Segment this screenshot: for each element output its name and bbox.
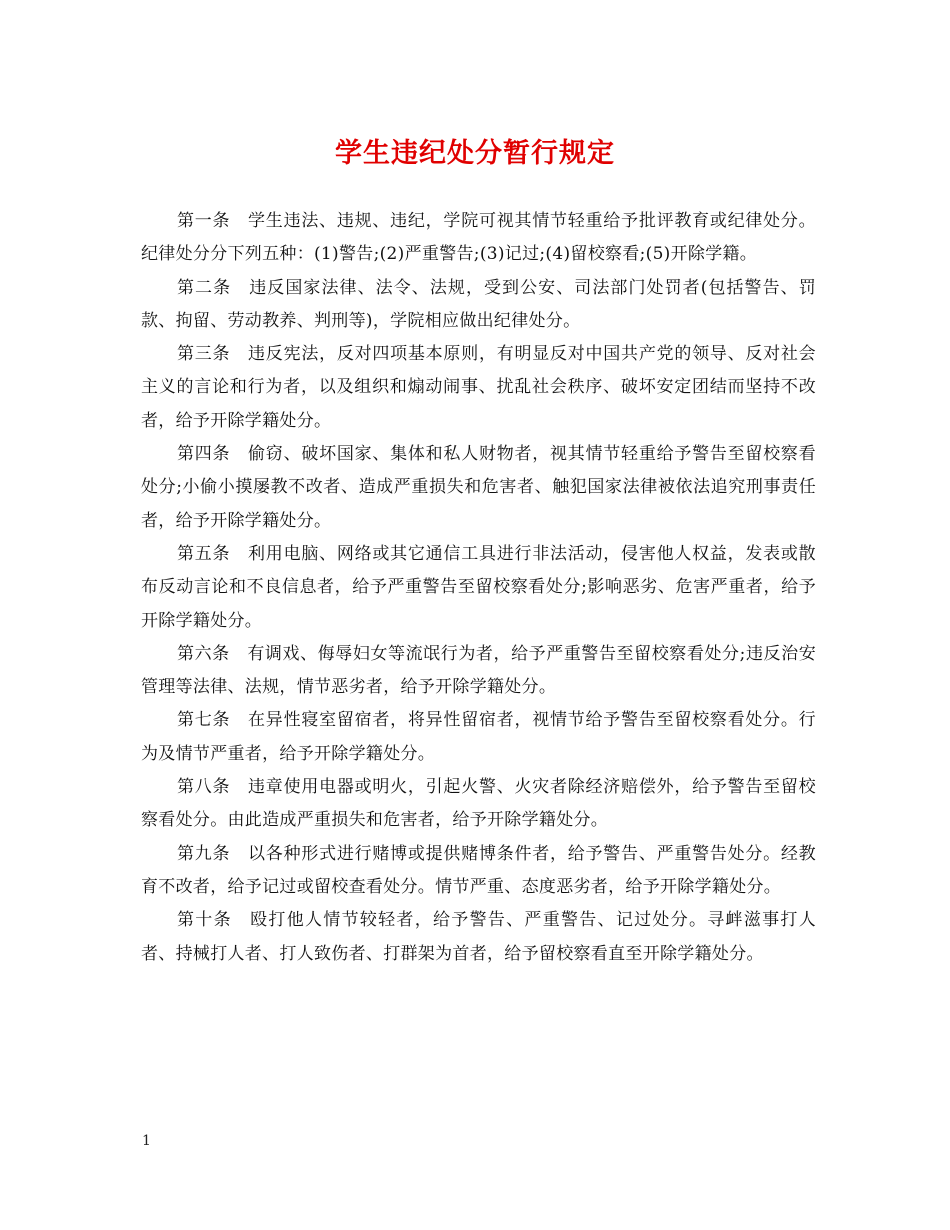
page-number: 1 (142, 1133, 151, 1149)
article-6: 第六条 有调戏、侮辱妇女等流氓行为者，给予严重警告至留校察看处分;违反治安管理等法律、法规，情节恶劣者，给予开除学籍处分。 (141, 643, 816, 698)
article-1: 第一条 学生违法、违规、违纪，学院可视其情节轻重给予批评教育或纪律处分。纪律处分分下列五种：(1)警告;(2)严重警告;(3)记过;(4)留校察看;(5)开除学籍。 (141, 211, 816, 265)
article-9: 第九条 以各种形式进行赌博或提供赌博条件者，给予警告、严重警告处分。经教育不改者，给予记过或留校查看处分。情节严重、态度恶劣者，给予开除学籍处分。 (141, 843, 816, 897)
article-4: 第四条 偷窃、破坏国家、集体和私人财物者，视其情节轻重给予警告至留校察看处分;小偷小摸屡教不改者、造成严重损失和危害者、触犯国家法律被依法追究刑事责任者，给予开除学籍处分。 (141, 444, 816, 531)
article-2: 第二条 违反国家法律、法令、法规，受到公安、司法部门处罚者(包括警告、罚款、拘留、劳动教养、判刑等)，学院相应做出纪律处分。 (141, 277, 816, 331)
article-7: 第七条 在异性寝室留宿者，将异性留宿者，视情节给予警告至留校察看处分。行为及情节严重者，给予开除学籍处分。 (141, 710, 816, 764)
article-8: 第八条 违章使用电器或明火，引起火警、火灾者除经济赔偿外，给予警告至留校察看处分。由此造成严重损失和危害者，给予开除学籍处分。 (141, 777, 816, 831)
document-body (141, 205, 816, 971)
article-10: 第十条 殴打他人情节较轻者，给予警告、严重警告、记过处分。寻衅滋事打人者、持械打人者、打人致伤者、打群架为首者，给予留校察看直至开除学籍处分。 (141, 910, 816, 964)
document-title: 学生违纪处分暂行规定 (335, 138, 615, 169)
article-5: 第五条 利用电脑、网络或其它通信工具进行非法活动，侵害他人权益，发表或散布反动言论和不良信息者，给予严重警告至留校察看处分;影响恶劣、危害严重者，给予开除学籍处分。 (141, 543, 816, 631)
article-3: 第三条 违反宪法，反对四项基本原则，有明显反对中国共产党的领导、反对社会主义的言论和行为者，以及组织和煽动闹事、扰乱社会秩序、破坏安定团结而坚持不改者，给予开除学籍处分。 (141, 344, 816, 431)
